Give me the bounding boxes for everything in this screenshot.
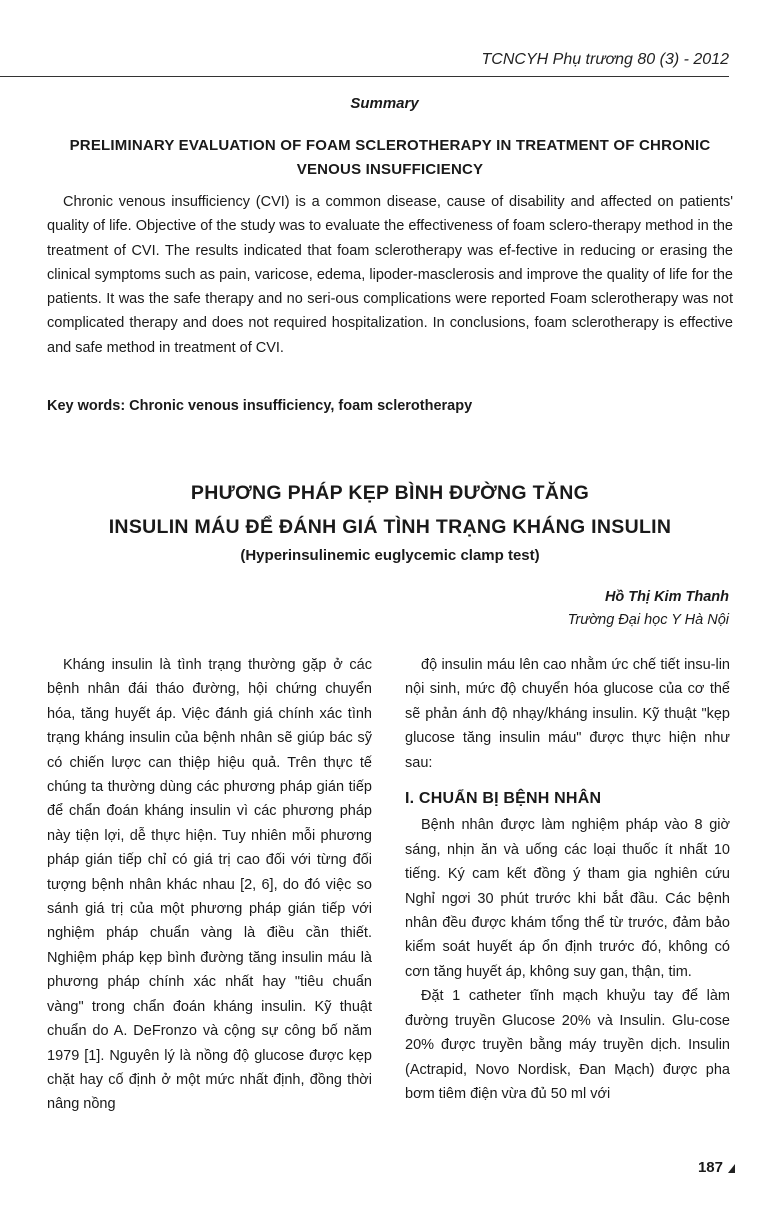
body-paragraph: Đặt 1 catheter tĩnh mạch khuỷu tay để làm đường truyền Glucose 20% và Insulin. Glu-cose 20% được truyền bằng máy truyền dịch. Insulin (Actrapid, Novo Nordisk, Đan Mạch) được pha bơm tiêm điện vừa đủ 50 ml với: [405, 988, 730, 1102]
body-paragraph: độ insulin máu lên cao nhằm ức chế tiết insu-lin nội sinh, mức độ chuyển hóa glucose của cơ thể sẽ phản ánh độ nhạy/kháng insulin. Kỹ thuật "kẹp glucose tăng insulin máu" được thực hiện như sau:: [405, 657, 730, 771]
body-column-left: [47, 653, 372, 1117]
abstract-text: Chronic venous insufficiency (CVI) is a common disease, cause of disability and affected on patients' quality of life. Objective of the study was to evaluate the effectiveness of foam sclero-therapy method in the treatment of CVI. The results indicated that foam sclerotherapy was ef-fective in reducing or erasing the clinical symptoms such as pain, varicose, edema, lipoder-masclerosis and improve the quality of life for the patients. It was the safe therapy and no seri-ous complications were reported Foam sclerotherapy was not complicated therapy and does not required hospitalization. In conclusions, foam sclerotherapy is effective and safe method in treatment of CVI.: [47, 194, 733, 356]
body-column-right: [405, 653, 730, 1106]
author-affiliation: Trường Đại học Y Hà Nội: [567, 612, 729, 628]
article-title-line-1: PHƯƠNG PHÁP KẸP BÌNH ĐƯỜNG TĂNG: [190, 482, 590, 504]
keywords: Key words: Chronic venous insufficiency, foam sclerotherapy: [47, 398, 473, 414]
author-name: Hồ Thị Kim Thanh: [604, 589, 729, 605]
running-header: [0, 46, 729, 77]
page-corner-mark-icon: [728, 1164, 735, 1173]
english-abstract: [47, 190, 733, 360]
journal-citation: TCNCYH Phụ trương 80 (3) - 2012: [481, 51, 729, 68]
article-title: [40, 476, 740, 544]
summary-label: Summary: [350, 95, 419, 112]
article-title-line-2: INSULIN MÁU ĐỂ ĐÁNH GIÁ TÌNH TRẠNG KHÁNG INSULIN: [108, 516, 672, 538]
body-paragraph: Bệnh nhân được làm nghiệm pháp vào 8 giờ sáng, nhịn ăn và uống các loại thuốc ít nhất 10 tiếng. Ký cam kết đồng ý tham gia nghiên cứu Nghỉ ngơi 30 phút trước khi bắt đầu. Các bệnh nhân đều được khám tổng thể từ trước, đảm bảo kiểm soát huyết áp ổn định trước đó, không có cơn tăng huyết áp, không suy gan, thận, tim.: [405, 817, 730, 980]
section-heading: I. CHUẨN BỊ BỆNH NHÂN: [405, 790, 602, 808]
body-paragraph: Kháng insulin là tình trạng thường gặp ở các bệnh nhân đái tháo đường, hội chứng chuyển hóa, tăng huyết áp. Việc đánh giá chính xác tình trạng kháng insulin của bệnh nhân sẽ giúp bác sỹ có chiến lược can thiệp hiệu quả. Trên thực tế chúng ta thường dùng các phương pháp gián tiếp để chẩn đoán kháng insulin vì các phương pháp này tiện lợi, dễ thực hiện. Tuy nhiên mỗi phương pháp gián tiếp chỉ có giá trị cao đối với từng đối tượng bệnh nhân khác nhau [2, 6], do đó việc so sánh giá trị của một phương pháp gián tiếp với nghiệm pháp chuẩn vàng là điều cần thiết. Nghiệm pháp kẹp bình đường tăng insulin máu là phương pháp chính xác nhất hay "tiêu chuẩn vàng" trong chẩn đoán kháng insulin. Kỹ thuật chuẩn do A. DeFronzo và cộng sự công bố năm 1979 [1]. Nguyên lý là nồng độ glucose được kẹp chặt hay cố định ở một mức nhất định, đồng thời nâng nồng: [47, 657, 372, 1113]
article-subtitle: (Hyperinsulinemic euglycemic clamp test): [240, 547, 540, 564]
english-title: PRELIMINARY EVALUATION OF FOAM SCLEROTHERAPY IN TREATMENT OF CHRONIC VENOUS INSUFFICIENCY: [69, 137, 711, 178]
page-number: 187: [697, 1159, 723, 1176]
